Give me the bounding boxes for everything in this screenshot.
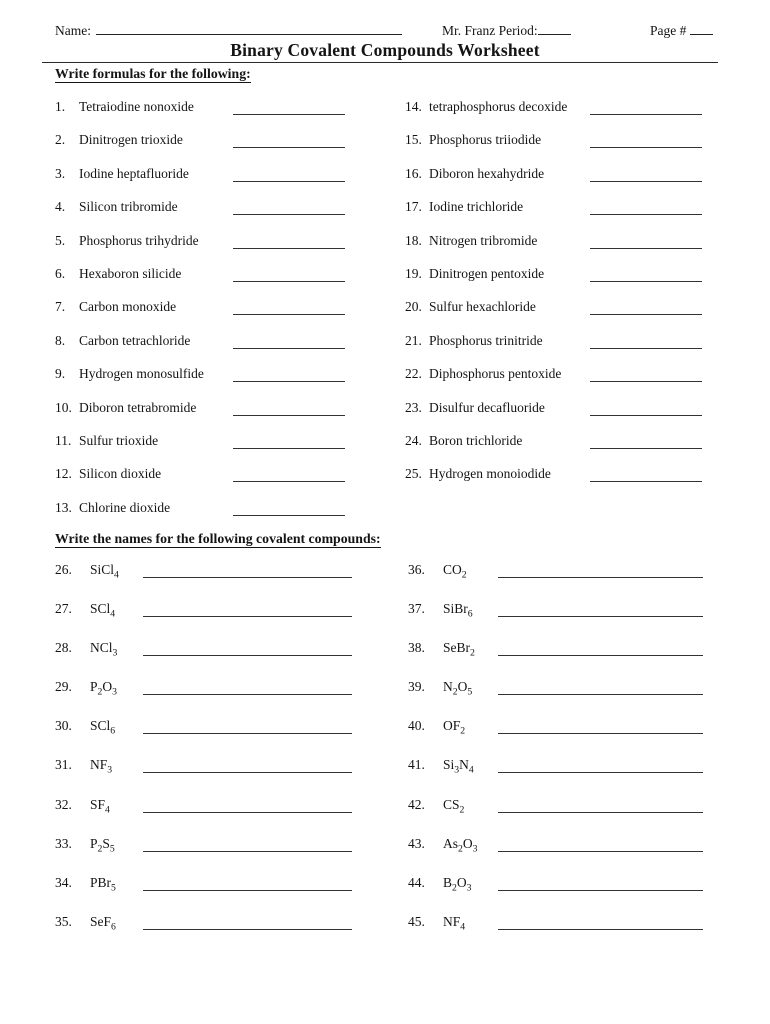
worksheet-item — [55, 716, 367, 755]
answer-blank — [498, 600, 703, 617]
worksheet-item — [55, 638, 367, 677]
period-label: Mr. Franz Period: — [442, 23, 538, 38]
item-number: 2. — [55, 132, 66, 148]
worksheet-item — [408, 716, 720, 755]
item-number: 30. — [55, 718, 72, 734]
answer-blank — [143, 796, 352, 813]
compound-formula: SiBr$_6$ — [443, 601, 473, 620]
section2-heading: Write the names for the following covalent compounds: — [55, 531, 381, 546]
answer-blank — [143, 639, 352, 656]
compound-name: Nitrogen tribromide — [429, 232, 538, 248]
section1-heading: Write formulas for the following: — [55, 66, 251, 81]
period-field — [442, 23, 571, 39]
compound-name: Diphosphorus pentoxide — [429, 366, 562, 382]
item-number: 45. — [408, 913, 425, 929]
answer-blank — [590, 432, 702, 449]
item-number: 36. — [408, 562, 425, 577]
worksheet-item — [405, 264, 717, 297]
answer-blank — [143, 874, 352, 891]
worksheet-item — [55, 912, 367, 951]
worksheet-item — [55, 297, 355, 330]
worksheet-item — [408, 677, 720, 716]
worksheet-item — [55, 231, 355, 264]
worksheet-item — [55, 398, 355, 431]
compound-name: Dinitrogen pentoxide — [429, 265, 545, 281]
compound-formula: SeF$_6$ — [90, 913, 116, 933]
worksheet-item — [405, 398, 717, 431]
answer-blank — [233, 465, 345, 482]
answer-blank — [233, 198, 345, 215]
item-number: 10. — [55, 399, 72, 415]
answer-blank — [498, 796, 703, 813]
compound-name: Diboron hexahydride — [429, 165, 545, 181]
worksheet-item — [408, 834, 720, 873]
compound-formula: $P_2S_5$ — [90, 835, 115, 855]
worksheet-item — [55, 331, 355, 364]
answer-blank — [590, 165, 702, 182]
compound-formula: SiCl$_4$ — [90, 562, 119, 581]
compound-name: Disulfur decafluoride — [429, 399, 545, 415]
worksheet-item — [55, 795, 367, 834]
compound-name: Silicon dioxide — [79, 466, 162, 482]
worksheet-item — [55, 431, 355, 464]
item-number: 7. — [55, 299, 66, 315]
answer-blank — [498, 717, 703, 734]
period-blank-line — [538, 23, 571, 35]
compound-name: Dinitrogen trioxide — [79, 132, 183, 148]
answer-blank — [233, 131, 345, 148]
compound-name: Iodine heptafluoride — [79, 165, 189, 181]
worksheet-item — [55, 834, 367, 873]
answer-blank — [498, 756, 703, 773]
compound-name: Hydrogen monoiodide — [429, 466, 551, 482]
compound-name: Silicon tribromide — [79, 199, 178, 215]
worksheet-item — [55, 197, 355, 230]
answer-blank — [233, 98, 345, 115]
item-number: 25. — [405, 466, 422, 482]
compound-formula: NCl$_3$ — [90, 640, 118, 659]
compound-formula: $SF_4$ — [90, 796, 110, 816]
answer-blank — [233, 499, 345, 516]
answer-blank — [233, 399, 345, 416]
answer-blank — [233, 232, 345, 249]
item-number: 19. — [405, 265, 422, 281]
worksheet-item — [55, 560, 367, 599]
compound-name: Phosphorus triiodide — [429, 132, 542, 148]
worksheet-item — [405, 97, 717, 130]
answer-blank — [143, 717, 352, 734]
page-number-label: Page # — [650, 23, 687, 38]
compound-name: Sulfur hexachloride — [429, 299, 536, 315]
compound-formula: $OF_2$ — [443, 718, 466, 738]
worksheet-item — [55, 130, 355, 163]
item-number: 44. — [408, 874, 425, 890]
item-number: 3. — [55, 165, 66, 181]
item-number: 38. — [408, 640, 425, 656]
answer-blank — [590, 98, 702, 115]
worksheet-item — [405, 331, 717, 364]
answer-blank — [233, 365, 345, 382]
compound-name: Phosphorus trinitride — [429, 332, 543, 348]
compound-name: Carbon tetrachloride — [79, 332, 191, 348]
answer-blank — [143, 678, 352, 695]
answer-blank — [498, 835, 703, 852]
worksheet-item — [405, 164, 717, 197]
item-number: 8. — [55, 332, 66, 348]
item-number: 17. — [405, 199, 422, 215]
worksheet-item — [408, 755, 720, 794]
worksheet-item — [405, 431, 717, 464]
compound-formula: SeBr$_2$ — [443, 640, 475, 659]
compound-name: Hydrogen monosulfide — [79, 366, 204, 382]
compound-formula: $CO_2$ — [443, 562, 467, 581]
worksheet-item — [408, 795, 720, 834]
item-number: 21. — [405, 332, 422, 348]
worksheet-item — [55, 599, 367, 638]
compound-formula: SCl$_6$ — [90, 718, 116, 738]
answer-blank — [590, 198, 702, 215]
name-label: Name: — [55, 23, 91, 38]
item-number: 18. — [405, 232, 422, 248]
answer-blank — [233, 432, 345, 449]
worksheet-item — [55, 264, 355, 297]
compound-formula: SCl$_4$ — [90, 601, 116, 620]
compound-name: Tetraiodine nonoxide — [79, 99, 194, 114]
worksheet-item — [55, 464, 355, 497]
worksheet-item — [408, 638, 720, 677]
item-number: 43. — [408, 835, 425, 851]
compound-formula: $NF_4$ — [443, 913, 466, 933]
answer-blank — [590, 265, 702, 282]
section1-left-column — [55, 97, 355, 531]
worksheet-item — [55, 97, 355, 130]
compound-name: Diboron tetrabromide — [79, 399, 197, 415]
answer-blank — [233, 165, 345, 182]
item-number: 13. — [55, 499, 72, 515]
worksheet-item — [408, 599, 720, 638]
compound-name: Boron trichloride — [429, 432, 523, 448]
worksheet-item — [408, 873, 720, 912]
worksheet-item — [55, 364, 355, 397]
compound-name: Hexaboron silicide — [79, 265, 182, 281]
compound-formula: PBr$_5$ — [90, 874, 116, 894]
item-number: 35. — [55, 913, 72, 929]
worksheet-item — [405, 231, 717, 264]
compound-formula: $NF_3$ — [90, 757, 113, 777]
worksheet-item — [405, 464, 717, 497]
worksheet-item — [408, 912, 720, 951]
compound-name: Carbon monoxide — [79, 299, 177, 315]
answer-blank — [590, 399, 702, 416]
name-blank-line — [96, 23, 402, 35]
item-number: 14. — [405, 99, 422, 114]
answer-blank — [143, 561, 352, 578]
compound-name: Iodine trichloride — [429, 199, 524, 215]
compound-formula: $As_2O_3$ — [443, 835, 478, 855]
item-number: 40. — [408, 718, 425, 734]
answer-blank — [590, 232, 702, 249]
worksheet-item — [405, 130, 717, 163]
item-number: 28. — [55, 640, 72, 656]
item-number: 15. — [405, 132, 422, 148]
answer-blank — [233, 298, 345, 315]
compound-formula: $P_2O_3$ — [90, 679, 117, 698]
compound-formula: $Si_3N_4$ — [443, 757, 474, 777]
worksheet-item — [55, 873, 367, 912]
item-number: 24. — [405, 432, 422, 448]
answer-blank — [590, 131, 702, 148]
compound-formula: $B_2O_3$ — [443, 874, 472, 894]
item-number: 16. — [405, 165, 422, 181]
item-number: 6. — [55, 265, 66, 281]
section2-right-column — [408, 560, 720, 951]
answer-blank — [233, 332, 345, 349]
item-number: 41. — [408, 757, 425, 773]
answer-blank — [498, 639, 703, 656]
answer-blank — [143, 913, 352, 930]
item-number: 29. — [55, 679, 72, 695]
section2-left-column — [55, 560, 367, 951]
item-number: 37. — [408, 601, 425, 617]
worksheet-item — [55, 755, 367, 794]
section1-right-column — [405, 97, 717, 498]
compound-formula: $CS_2$ — [443, 796, 465, 816]
item-number: 42. — [408, 796, 425, 812]
compound-name: tetraphosphorus decoxide — [429, 99, 568, 114]
worksheet-item — [55, 677, 367, 716]
name-field — [55, 23, 402, 39]
worksheet-item — [405, 297, 717, 330]
item-number: 11. — [55, 432, 72, 448]
item-number: 5. — [55, 232, 66, 248]
answer-blank — [590, 332, 702, 349]
page-number-blank-line — [690, 23, 713, 35]
item-number: 20. — [405, 299, 422, 315]
item-number: 4. — [55, 199, 66, 215]
answer-blank — [143, 835, 352, 852]
item-number: 1. — [55, 99, 66, 114]
worksheet-item — [405, 197, 717, 230]
item-number: 9. — [55, 366, 66, 382]
compound-formula: $N_2O_5$ — [443, 679, 473, 698]
item-number: 22. — [405, 366, 422, 382]
answer-blank — [590, 365, 702, 382]
compound-name: Sulfur trioxide — [79, 432, 159, 448]
answer-blank — [498, 874, 703, 891]
worksheet-item — [55, 498, 355, 531]
item-number: 32. — [55, 796, 72, 812]
item-number: 31. — [55, 757, 72, 773]
compound-name: Phosphorus trihydride — [79, 232, 199, 248]
worksheet-item — [405, 364, 717, 397]
compound-name: Chlorine dioxide — [79, 499, 171, 515]
item-number: 27. — [55, 601, 72, 617]
worksheet-item — [408, 560, 720, 599]
answer-blank — [498, 678, 703, 695]
answer-blank — [143, 600, 352, 617]
answer-blank — [498, 561, 703, 578]
page-number-field — [650, 23, 713, 39]
item-number: 23. — [405, 399, 422, 415]
answer-blank — [143, 756, 352, 773]
page-title: Binary Covalent Compounds Worksheet — [230, 40, 540, 60]
answer-blank — [590, 298, 702, 315]
item-number: 39. — [408, 679, 425, 695]
answer-blank — [233, 265, 345, 282]
answer-blank — [590, 465, 702, 482]
worksheet-item — [55, 164, 355, 197]
answer-blank — [498, 913, 703, 930]
item-number: 34. — [55, 874, 72, 890]
item-number: 12. — [55, 466, 72, 482]
item-number: 33. — [55, 835, 72, 851]
title-rule — [42, 62, 718, 63]
item-number: 26. — [55, 562, 72, 577]
